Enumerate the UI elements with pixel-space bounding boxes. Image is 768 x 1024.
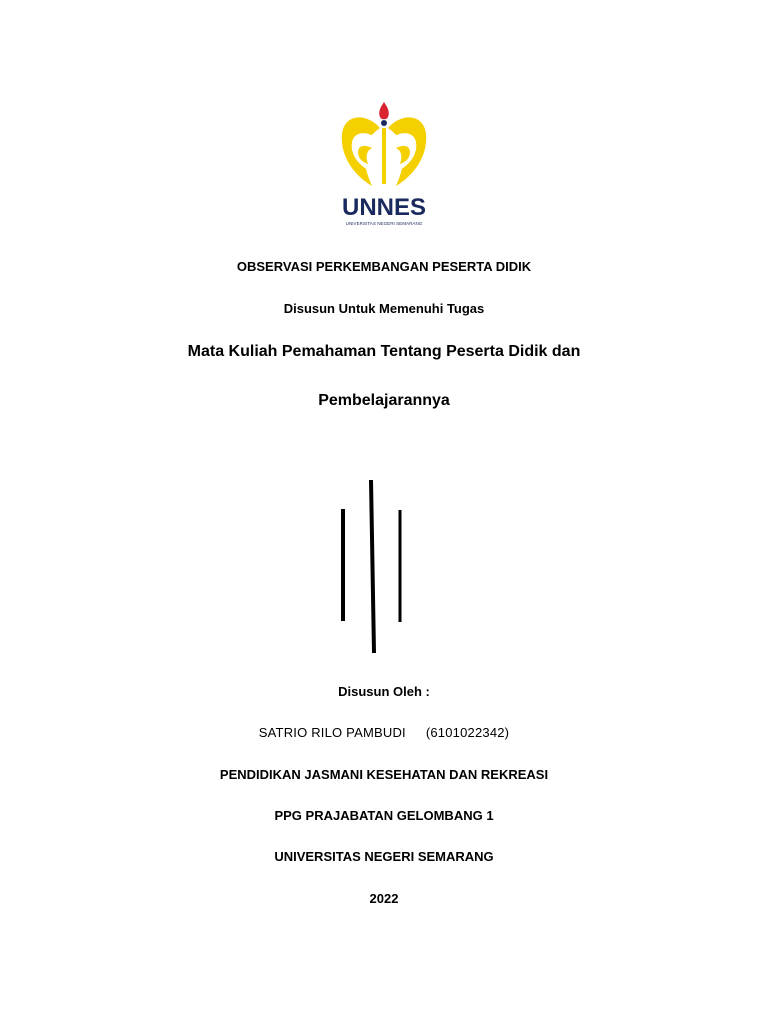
prepared-by-label: Disusun Oleh : <box>338 684 430 699</box>
program-name: PENDIDIKAN JASMANI KESEHATAN DAN REKREASI <box>219 767 549 782</box>
flame-icon <box>379 102 389 119</box>
document-title: OBSERVASI PERKEMBANGAN PESERTA DIDIK <box>236 259 532 274</box>
university-name: UNIVERSITAS NEGERI SEMARANG <box>274 849 494 864</box>
author-row <box>0 725 768 740</box>
bar-center <box>371 480 374 653</box>
unnes-logo <box>336 98 432 230</box>
logo-wordmark: UNNES <box>341 194 427 221</box>
cohort-name: PPG PRAJABATAN GELOMBANG 1 <box>274 808 494 823</box>
course-title-line-1: Mata Kuliah Pemahaman Tentang Peserta Didik dan <box>187 343 581 360</box>
logo-subtitle: UNIVERSITAS NEGERI SEMARANG <box>345 221 423 226</box>
document-year: 2022 <box>369 891 399 906</box>
author-id: (6101022342) <box>425 725 510 740</box>
purpose-text: Disusun Untuk Memenuhi Tugas <box>283 301 485 316</box>
decorative-bars <box>330 476 410 656</box>
author-name: SATRIO RILO PAMBUDI <box>258 725 406 740</box>
course-title-line-2: Pembelajarannya <box>318 392 450 409</box>
